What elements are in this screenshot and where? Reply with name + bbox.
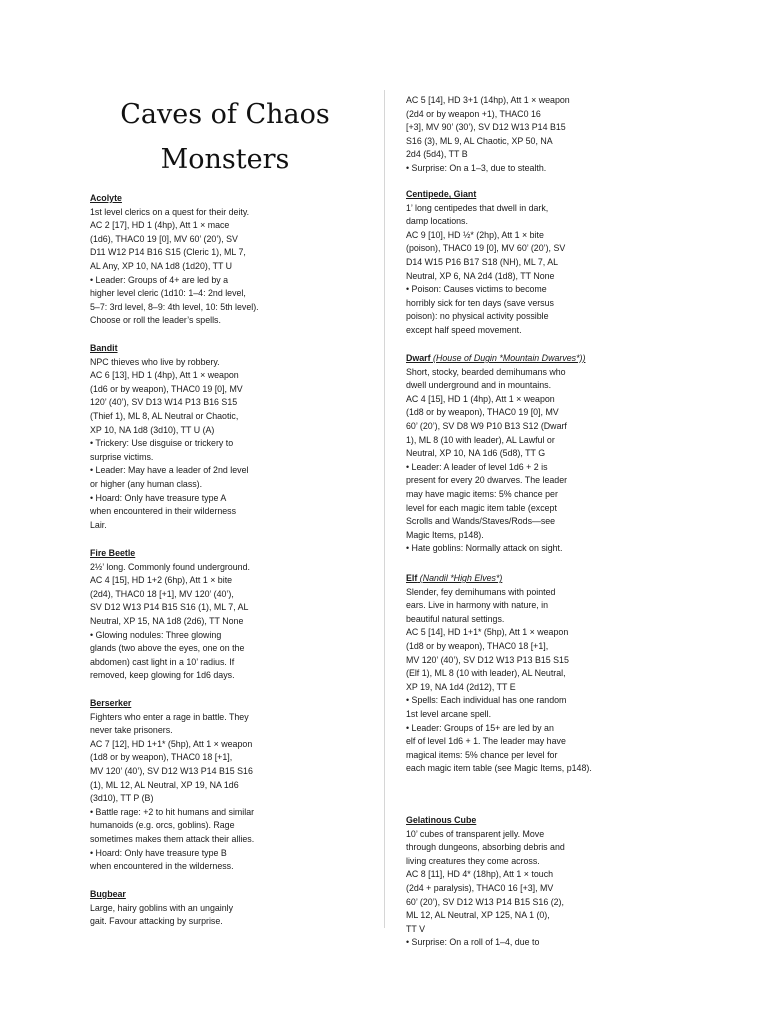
stat-line: AC 7 [12], HD 1+1* (5hp), Att 1 × weapon xyxy=(90,738,253,749)
stat-line: damp locations. xyxy=(406,216,468,227)
stat-line: except half speed movement. xyxy=(406,324,522,335)
stat-line: SV D12 W13 P14 B15 S16 (1), ML 7, AL xyxy=(90,602,249,613)
stat-line: AC 4 [15], HD 1+2 (6hp), Att 1 × bite xyxy=(90,575,233,586)
stat-line: XP 19, NA 1d4 (2d12), TT E xyxy=(406,681,516,692)
stat-line: • Leader: Groups of 15+ are led by an xyxy=(406,722,554,733)
monster-name-text: Bugbear xyxy=(90,889,126,899)
stat-line: Scrolls and Wands/Staves/Rods—see xyxy=(406,516,556,527)
stat-line: AC 5 [14], HD 1+1* (5hp), Att 1 × weapon xyxy=(406,627,569,638)
stat-line: sometimes makes them attack their allies. xyxy=(90,833,255,844)
monster-name xyxy=(90,342,320,356)
stat-line: (2d4 or by weapon +1), THAC0 16 xyxy=(406,108,541,119)
stat-line: AC 9 [10], HD ½* (2hp), Att 1 × bite xyxy=(406,229,544,240)
title-line-2: Monsters xyxy=(160,144,290,175)
monster-entry-dwarf xyxy=(406,352,636,556)
monster-entry-bugbear xyxy=(90,888,320,929)
monster-entry-centipede-giant xyxy=(406,188,636,338)
stat-line: level for each magic item table (except xyxy=(406,502,557,513)
title-line-1: Caves of Chaos xyxy=(120,99,330,130)
stat-line: removed, keep glowing for 1d6 days. xyxy=(90,670,235,681)
stat-line: 1st level clerics on a quest for their deity. xyxy=(90,206,250,217)
stat-line: surprise victims. xyxy=(90,451,154,462)
stat-line: D14 W15 P16 B17 S18 (NH), ML 7, AL xyxy=(406,256,559,267)
monster-name xyxy=(90,697,320,711)
stat-line: • Leader: A leader of level 1d6 + 2 is xyxy=(406,461,548,472)
stat-line: humanoids (e.g. orcs, goblins). Rage xyxy=(90,820,235,831)
monster-name-text: Gelatinous Cube xyxy=(406,815,477,825)
stat-line: TT V xyxy=(406,923,426,934)
stat-line: (1), ML 12, AL Neutral, XP 19, NA 1d6 xyxy=(90,779,239,790)
stat-line: gait. Favour attacking by surprise. xyxy=(90,916,223,927)
stat-line: Neutral, XP 15, NA 1d8 (2d6), TT None xyxy=(90,615,244,626)
stat-line: (2d4), THAC0 18 [+1], MV 120’ (40’), xyxy=(90,588,234,599)
stat-line: • Surprise: On a roll of 1–4, due to xyxy=(406,937,540,948)
stat-line: AC 8 [11], HD 4* (18hp), Att 1 × touch xyxy=(406,869,554,880)
stat-line: [+3], MV 90’ (30’), SV D12 W13 P14 B15 xyxy=(406,122,566,133)
stat-line: ML 12, AL Neutral, XP 125, NA 1 (0), xyxy=(406,910,550,921)
stat-line: 2½’ long. Commonly found underground. xyxy=(90,561,250,572)
stat-line: when encountered in the wilderness. xyxy=(90,861,234,872)
stat-line: Magic Items, p148). xyxy=(406,529,484,540)
stat-line: AC 5 [14], HD 3+1 (14hp), Att 1 × weapon xyxy=(406,95,570,105)
stat-line: • Trickery: Use disguise or trickery to xyxy=(90,438,234,449)
stat-line: (1d6 or by weapon), THAC0 19 [0], MV xyxy=(90,383,243,394)
stat-line: • Battle rage: +2 to hit humans and similar xyxy=(90,806,255,817)
stat-line: poison): no physical activity possible xyxy=(406,311,549,322)
stat-line: MV 120’ (40’), SV D12 W13 P13 B15 S15 xyxy=(406,654,569,665)
monster-name xyxy=(406,814,636,828)
column-divider xyxy=(384,90,385,928)
stat-line: (2d4 + paralysis), THAC0 16 [+3], MV xyxy=(406,882,554,893)
stat-line: Fighters who enter a rage in battle. They xyxy=(90,711,249,722)
stat-line: • Spells: Each individual has one random xyxy=(406,695,567,706)
stat-line: • Poison: Causes victims to become xyxy=(406,284,547,295)
stat-line: ears. Live in harmony with nature, in xyxy=(406,600,549,611)
monster-name xyxy=(90,192,320,206)
monster-entry-acolyte xyxy=(90,192,320,328)
stat-line: (1d8 or by weapon), THAC0 18 [+1], xyxy=(406,640,549,651)
stat-line: (Thief 1), ML 8, AL Neutral or Chaotic, xyxy=(90,410,239,421)
stat-line: Choose or roll the leader’s spells. xyxy=(90,315,221,326)
stat-line: XP 10, NA 1d8 (3d10), TT U (A) xyxy=(90,424,215,435)
stat-line: each magic item table (see Magic Items, p148). xyxy=(406,763,592,774)
stat-line: never take prisoners. xyxy=(90,725,173,736)
stat-line: when encountered in their wilderness xyxy=(90,506,237,517)
monster-name xyxy=(406,352,636,366)
stat-line: 5–7: 3rd level, 8–9: 4th level, 10: 5th level). xyxy=(90,301,259,312)
stat-line: living creatures they come across. xyxy=(406,855,540,866)
monster-name-text: Elf xyxy=(406,573,418,583)
stat-line: magical items: 5% chance per level for xyxy=(406,749,558,760)
stat-line: NPC thieves who live by robbery. xyxy=(90,356,220,367)
stat-line: 1’ long centipedes that dwell in dark, xyxy=(406,202,549,213)
stat-line: glands (two above the eyes, one on the xyxy=(90,643,245,654)
stat-line: Slender, fey demihumans with pointed xyxy=(406,586,556,597)
stat-line: • Hoard: Only have treasure type A xyxy=(90,492,227,503)
stat-line: (poison), THAC0 19 [0], MV 60’ (20’), SV xyxy=(406,243,566,254)
monster-name xyxy=(406,572,636,586)
stat-line: Large, hairy goblins with an ungainly xyxy=(90,902,234,913)
stat-line: (Elf 1), ML 8 (10 with leader), AL Neutral, xyxy=(406,668,566,679)
monster-name xyxy=(406,188,636,202)
stat-line: Lair. xyxy=(90,519,107,530)
stat-line: elf of level 1d6 + 1. The leader may have xyxy=(406,736,566,747)
stat-line: (1d8 or by weapon), THAC0 19 [0], MV xyxy=(406,407,559,418)
stat-line: 1st level arcane spell. xyxy=(406,708,492,719)
stat-line: MV 120’ (40’), SV D12 W13 P14 B15 S16 xyxy=(90,765,253,776)
stat-line: • Hoard: Only have treasure type B xyxy=(90,847,227,858)
stat-line: AL Any, XP 10, NA 1d8 (1d20), TT U xyxy=(90,260,233,271)
stat-line: 120’ (40’), SV D13 W14 P13 B16 S15 xyxy=(90,397,238,408)
stat-line: or higher (any human class). xyxy=(90,478,203,489)
monster-name-text: Bandit xyxy=(90,343,118,353)
monster-entry-elf xyxy=(406,572,636,776)
stat-line: D11 W12 P14 B16 S15 (Cleric 1), ML 7, xyxy=(90,247,246,258)
monster-name xyxy=(90,547,320,561)
stat-line: higher level cleric (1d10: 1–4: 2nd level, xyxy=(90,288,246,299)
monster-entry-gelatinous-cube xyxy=(406,814,636,950)
stat-line: • Leader: May have a leader of 2nd level xyxy=(90,465,249,476)
stat-line: S16 (3), ML 9, AL Chaotic, XP 50, NA xyxy=(406,135,553,146)
page-title xyxy=(90,92,360,182)
stat-line: • Glowing nodules: Three glowing xyxy=(90,629,222,640)
stat-line: Neutral, XP 10, NA 1d6 (5d8), TT G xyxy=(406,448,546,459)
monster-name-text: Dwarf xyxy=(406,353,431,363)
monster-subtitle: (House of Dugin *Mountain Dwarves*)) xyxy=(430,353,586,363)
stat-line: 2d4 (5d4), TT B xyxy=(406,149,468,160)
stat-line: (3d10), TT P (B) xyxy=(90,793,154,804)
stat-line: present for every 20 dwarves. The leader xyxy=(406,475,568,486)
stat-line: AC 4 [15], HD 1 (4hp), Att 1 × weapon xyxy=(406,393,555,404)
stat-line: through dungeons, absorbing debris and xyxy=(406,842,565,853)
stat-line: (1d6), THAC0 19 [0], MV 60’ (20’), SV xyxy=(90,233,238,244)
stat-line: 1), ML 8 (10 with leader), AL Lawful or xyxy=(406,434,555,445)
stat-line: AC 6 [13], HD 1 (4hp), Att 1 × weapon xyxy=(90,370,239,381)
stat-line: may have magic items: 5% chance per xyxy=(406,488,558,499)
monster-entry-continued xyxy=(406,94,636,176)
stat-line: 60’ (20’), SV D8 W9 P10 B13 S12 (Dwarf xyxy=(406,420,567,431)
stat-line: dwell underground and in mountains. xyxy=(406,380,552,391)
stat-line: AC 2 [17], HD 1 (4hp), Att 1 × mace xyxy=(90,220,230,231)
monster-entry-fire-beetle xyxy=(90,547,320,683)
stat-line: abdomen) cast light in a 10’ radius. If xyxy=(90,656,235,667)
stat-line: 60’ (20’), SV D12 W13 P14 B15 S16 (2), xyxy=(406,896,564,907)
stat-line: beautiful natural settings. xyxy=(406,613,505,624)
stat-line: (1d8 or by weapon), THAC0 18 [+1], xyxy=(90,752,233,763)
stat-line: • Hate goblins: Normally attack on sight. xyxy=(406,543,563,554)
stat-line: horribly sick for ten days (save versus xyxy=(406,297,554,308)
monster-name-text: Centipede, Giant xyxy=(406,189,477,199)
monster-name-text: Berserker xyxy=(90,698,132,708)
stat-line: 10’ cubes of transparent jelly. Move xyxy=(406,828,545,839)
monster-entry-berserker xyxy=(90,697,320,874)
stat-line: • Leader: Groups of 4+ are led by a xyxy=(90,274,229,285)
monster-entry-bandit xyxy=(90,342,320,532)
monster-name-text: Acolyte xyxy=(90,193,122,203)
monster-name-text: Fire Beetle xyxy=(90,548,136,558)
monster-subtitle: (Nandil *High Elves*) xyxy=(417,573,503,583)
monster-name xyxy=(90,888,320,902)
stat-line: Short, stocky, bearded demihumans who xyxy=(406,366,566,377)
stat-line: Neutral, XP 6, NA 2d4 (1d8), TT None xyxy=(406,270,555,281)
stat-line: • Surprise: On a 1–3, due to stealth. xyxy=(406,162,547,173)
